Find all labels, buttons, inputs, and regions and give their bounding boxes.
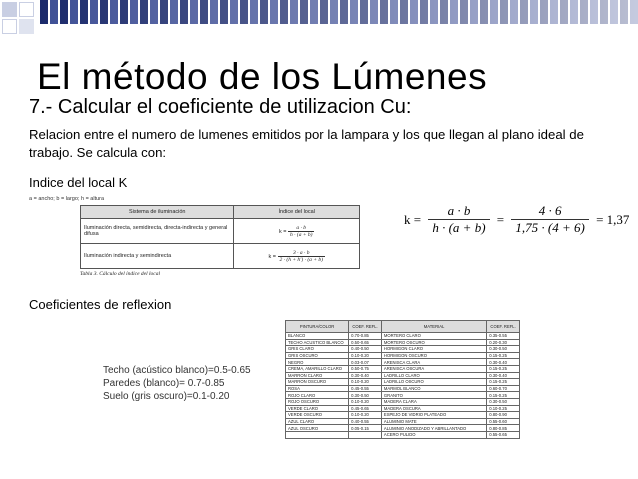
materials-cell: 0.05-0.15 — [349, 425, 382, 432]
materials-cell: LADRILLO OSCURO — [381, 379, 486, 386]
materials-row — [286, 412, 520, 419]
materials-cell: NEGRO — [286, 359, 349, 366]
illum-k: k = — [278, 228, 287, 235]
materials-cell: 0.20-0.30 — [487, 339, 520, 346]
illum-num: a · b — [288, 225, 315, 232]
coef-label: Coeficientes de reflexion — [29, 297, 172, 312]
eq-den1: h · (a + b) — [432, 220, 486, 235]
materials-cell — [286, 431, 349, 438]
illum-system: Iluminación indirecta y semindirecta — [81, 244, 234, 269]
eq-equals: = — [496, 211, 505, 227]
slide-subtitle: 7.- Calcular el coeficiente de utilizacion Cu: — [29, 96, 412, 118]
mat-header: COEF. REFL. — [487, 321, 520, 333]
materials-row — [286, 398, 520, 405]
materials-row — [286, 339, 520, 346]
materials-cell: 0.15-0.25 — [487, 379, 520, 386]
materials-cell: ARENISCA CLARA — [381, 359, 486, 366]
materials-row — [286, 385, 520, 392]
materials-row — [286, 372, 520, 379]
materials-cell: 0.30-0.50 — [487, 346, 520, 353]
illum-fraction — [278, 250, 325, 263]
materials-cell: 0.30-0.40 — [349, 372, 382, 379]
illum-system: Iluminación directa, semidirecta, directa-indirecta y general difusa — [81, 219, 234, 244]
materials-cell: MARMOL BLANCO — [381, 385, 486, 392]
materials-cell: CREMA, AMARILLO CLARO — [286, 365, 349, 372]
materials-row — [286, 346, 520, 353]
materials-cell: GRIS OSCURO — [286, 352, 349, 359]
materials-cell: ALUMINIO ANODIZADO Y ABRILLANTADO — [381, 425, 486, 432]
materials-cell: 0.80-0.90 — [487, 412, 520, 419]
materials-row — [286, 352, 520, 359]
materials-row — [286, 365, 520, 372]
header-band — [0, 0, 638, 38]
materials-cell: 0.30-0.40 — [487, 372, 520, 379]
materials-cell: LADRILLO CLARO — [381, 372, 486, 379]
eq-k: k = — [404, 211, 422, 227]
materials-cell: 0.60-0.70 — [487, 385, 520, 392]
materials-cell: 0.03-0.07 — [349, 359, 382, 366]
eq-result: = 1,37 — [596, 211, 630, 227]
materials-row — [286, 425, 520, 432]
materials-cell: 0.10-0.20 — [349, 379, 382, 386]
decor-stripes — [40, 0, 638, 24]
materials-cell: 0.55-0.65 — [487, 431, 520, 438]
materials-cell: VERDE CLARO — [286, 405, 349, 412]
eq-fraction-1 — [428, 203, 489, 236]
materials-cell: 0.30-0.50 — [349, 392, 382, 399]
materials-cell: 0.35-0.55 — [487, 333, 520, 340]
materials-cell: ROJO OSCURO — [286, 398, 349, 405]
materials-cell: 0.70-0.85 — [349, 333, 382, 340]
materials-cell: ROSA — [286, 385, 349, 392]
materials-cell: HORMIGON CLARO — [381, 346, 486, 353]
materials-cell: MARRON OSCURO — [286, 379, 349, 386]
materials-row — [286, 359, 520, 366]
illum-k: k = — [268, 253, 276, 260]
materials-cell: 0.10-0.25 — [487, 405, 520, 412]
materials-cell: 0.80-0.85 — [487, 425, 520, 432]
slide-title: El método de los Lúmenes — [37, 56, 488, 97]
materials-cell: VERDE OSCURO — [286, 412, 349, 419]
illum-formula — [234, 244, 360, 269]
materials-row — [286, 405, 520, 412]
illum-fraction — [288, 225, 315, 238]
reflection-item: Paredes (blanco)= 0.7-0.85 — [103, 378, 225, 389]
materials-cell: GRIS CLARO — [286, 346, 349, 353]
reflection-item: Techo (acústico blanco)=0.5-0.65 — [103, 365, 251, 376]
materials-table — [285, 320, 520, 439]
materials-cell: AZUL CLARO — [286, 418, 349, 425]
materials-cell: 0.50-0.65 — [349, 339, 382, 346]
illumination-table — [80, 205, 360, 277]
materials-cell: 0.10-0.20 — [349, 398, 382, 405]
materials-row — [286, 418, 520, 425]
mat-header: MATERIAL — [381, 321, 486, 333]
indice-label: Indice del local K — [29, 175, 128, 190]
materials-cell: MORTERO CLARO — [381, 333, 486, 340]
materials-cell: BLANCO — [286, 333, 349, 340]
materials-row — [286, 379, 520, 386]
materials-cell: 0.45-0.65 — [349, 405, 382, 412]
materials-cell: ESPEJO DE VIDRIO PLATEADO — [381, 412, 486, 419]
materials-header-row — [286, 321, 520, 333]
materials-cell: HORMIGON OSCURO — [381, 352, 486, 359]
materials-cell: MADERA CLARA — [381, 398, 486, 405]
reflection-list — [103, 364, 251, 403]
illum-caption: Tabla 3. Cálculo del índice del local — [80, 271, 160, 277]
materials-cell: ACERO PULIDO — [381, 431, 486, 438]
materials-cell: AZUL OSCURO — [286, 425, 349, 432]
materials-cell: MORTERO OSCURO — [381, 339, 486, 346]
illum-den: h · (a + b) — [289, 231, 313, 238]
mat-header: COEF. REFL. — [349, 321, 382, 333]
eq-fraction-2 — [511, 203, 588, 236]
eq-num2: 4 · 6 — [511, 203, 588, 220]
decor-square — [2, 2, 17, 17]
materials-cell: 0.10-0.20 — [349, 352, 382, 359]
illum-row — [81, 244, 360, 269]
materials-cell: 0.10-0.20 — [349, 412, 382, 419]
dims-note: a = ancho; b = largo; h = altura — [29, 196, 105, 202]
materials-cell: ROJO CLARO — [286, 392, 349, 399]
decor-square — [2, 19, 17, 34]
materials-cell: 0.30-0.40 — [487, 359, 520, 366]
materials-cell: TECHO ACUSTICO BLANCO — [286, 339, 349, 346]
illum-num: 3 · a · b — [278, 250, 325, 257]
materials-cell: 0.45-0.55 — [349, 385, 382, 392]
materials-cell: 0.50-0.75 — [349, 365, 382, 372]
materials-cell: MARRON CLARO — [286, 372, 349, 379]
materials-cell — [349, 431, 382, 438]
materials-cell: GRANITO — [381, 392, 486, 399]
eq-den2: 1,75 · (4 + 6) — [515, 220, 585, 235]
materials-cell: 0.15-0.25 — [487, 365, 520, 372]
illum-col-system: Sistema de iluminación — [81, 206, 234, 219]
materials-cell: 0.30-0.50 — [487, 398, 520, 405]
illum-formula — [234, 219, 360, 244]
materials-cell: 0.15-0.25 — [487, 352, 520, 359]
materials-cell: MADERA OSCURA — [381, 405, 486, 412]
materials-row — [286, 392, 520, 399]
materials-cell: ALUMINIO MATE — [381, 418, 486, 425]
illum-den: 2 · (h + h') · (a + b) — [279, 256, 323, 263]
k-equation — [400, 203, 633, 236]
reflection-item: Suelo (gris oscuro)=0.1-0.20 — [103, 391, 230, 402]
materials-cell: 0.55-0.60 — [487, 418, 520, 425]
mat-header: PINTURA/COLOR — [286, 321, 349, 333]
materials-cell: 0.15-0.25 — [487, 392, 520, 399]
materials-cell: 0.40-0.55 — [349, 418, 382, 425]
intro-paragraph: Relacion entre el numero de lumenes emitidos por la lampara y los que llegan al plano ideal de trabajo. Se calcula con: — [29, 127, 584, 160]
materials-row — [286, 333, 520, 340]
materials-cell: 0.40-0.50 — [349, 346, 382, 353]
materials-cell: ARENISCA OSCURA — [381, 365, 486, 372]
illum-row — [81, 219, 360, 244]
decor-square — [19, 19, 34, 34]
decor-square — [19, 2, 34, 17]
eq-num1: a · b — [428, 203, 489, 220]
illum-col-index: Índice del local — [234, 206, 360, 219]
materials-row — [286, 431, 520, 438]
